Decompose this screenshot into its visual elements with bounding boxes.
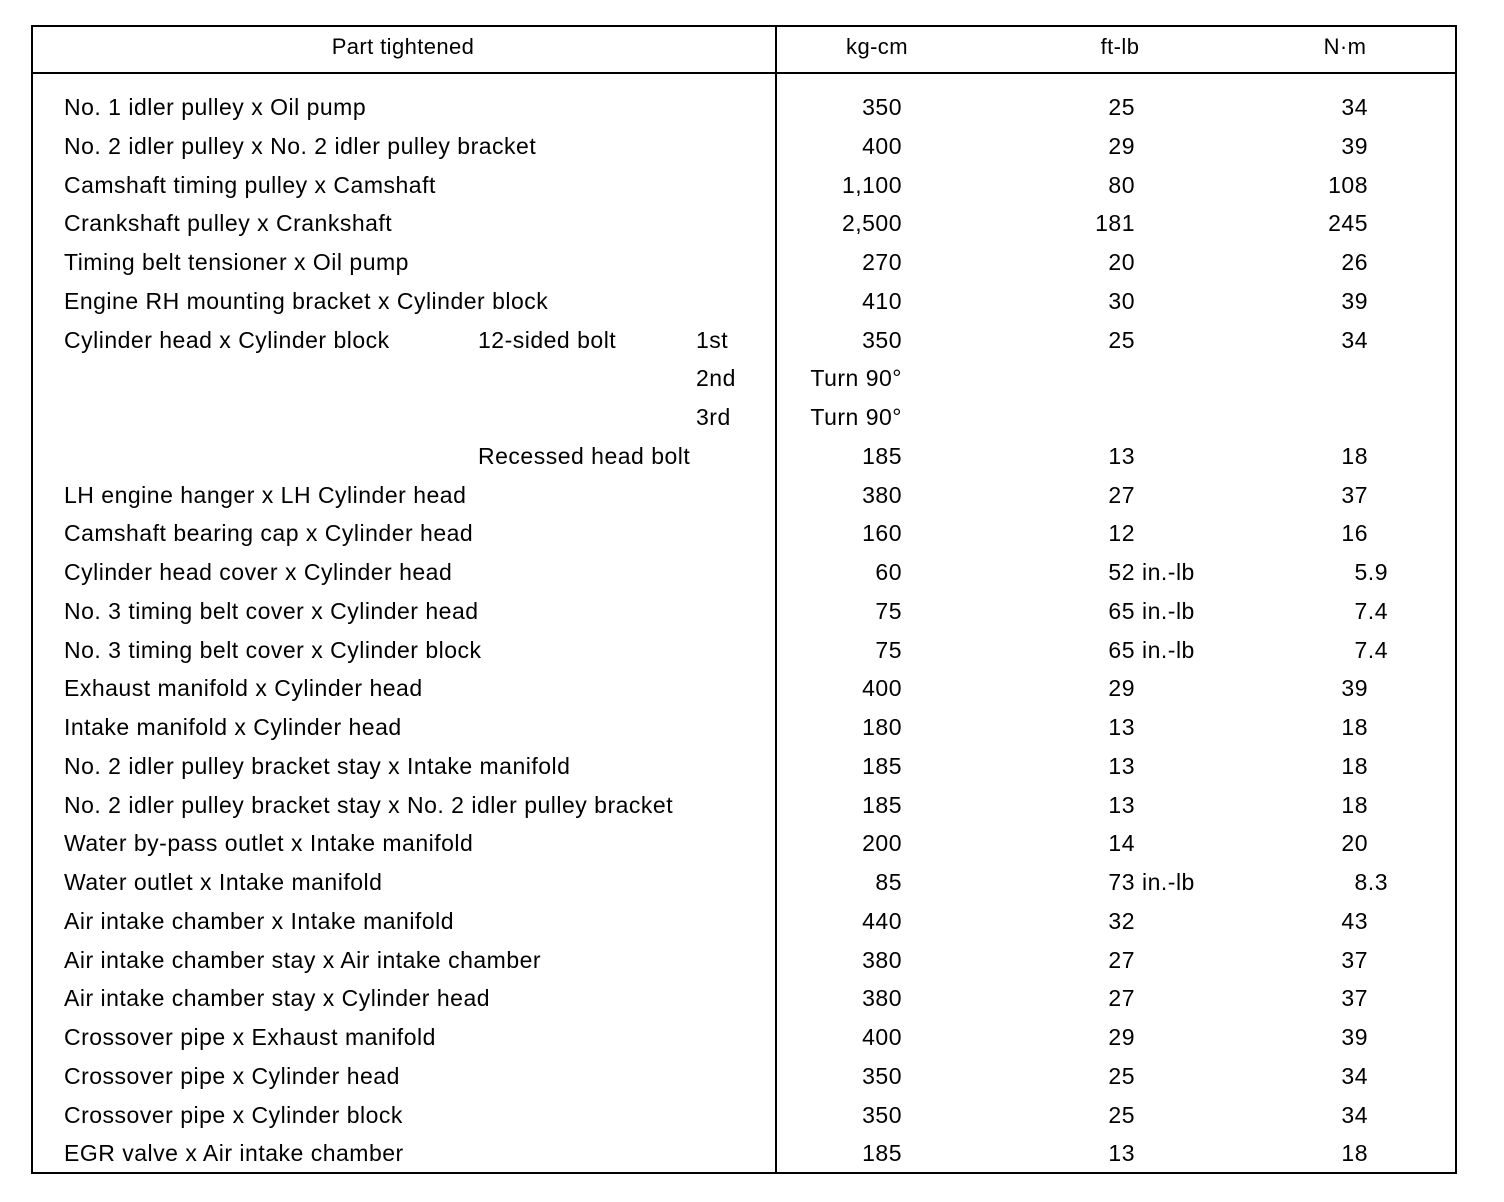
table-row: [0, 1061, 1504, 1099]
cell-nm: 18: [1341, 714, 1368, 740]
cell-kg: 380: [862, 946, 902, 973]
cell-ft: 65: [1108, 597, 1135, 624]
cell-part: Camshaft bearing cap x Cylinder head: [64, 520, 474, 547]
header-divider: [31, 72, 1457, 74]
cell-kg: 350: [862, 1062, 902, 1089]
cell-kg: 160: [862, 520, 902, 547]
cell-nm: 34: [1341, 326, 1368, 353]
cell-ft: 29: [1108, 1024, 1135, 1050]
cell-nm: 39: [1341, 1024, 1368, 1050]
cell-part: Exhaust manifold x Cylinder head: [64, 675, 423, 702]
table-row: [0, 402, 1504, 440]
cell-part: EGR valve x Air intake chamber: [64, 1140, 404, 1167]
table-row: [0, 557, 1504, 595]
cell-ft: 14: [1108, 830, 1135, 857]
cell-nm: 39: [1341, 675, 1368, 702]
table-row: [0, 170, 1504, 208]
table-row: [0, 286, 1504, 324]
cell-ft: 13: [1108, 791, 1135, 818]
cell-unit: in.-lb: [1142, 559, 1195, 585]
cell-kg: 1,100: [841, 171, 902, 198]
cell-kg: 400: [862, 1024, 902, 1050]
cell-nm: 34: [1341, 1101, 1368, 1128]
table-row: [0, 673, 1504, 711]
table-row: [0, 635, 1504, 673]
cell-part: No. 2 idler pulley bracket stay x Intake manifold: [64, 752, 571, 779]
cell-kg: 350: [862, 94, 902, 120]
cell-kg: 185: [862, 752, 902, 779]
cell-kg: 75: [875, 597, 902, 624]
cell-unit: in.-lb: [1142, 636, 1195, 663]
table-row: [0, 1138, 1504, 1176]
cell-nm: 7.4: [1354, 597, 1388, 624]
table-row: [0, 867, 1504, 905]
table-row: [0, 596, 1504, 634]
cell-part: Crossover pipe x Exhaust manifold: [64, 1024, 436, 1050]
cell-kg: Turn 90°: [810, 404, 902, 430]
cell-ft: 27: [1108, 481, 1135, 508]
cell-ft: 30: [1108, 287, 1135, 314]
cell-ft: 32: [1108, 907, 1135, 934]
table-row: [0, 363, 1504, 401]
cell-ft: 80: [1108, 171, 1135, 198]
cell-nm: 20: [1341, 830, 1368, 857]
cell-kg: 60: [875, 559, 902, 585]
table-row: [0, 131, 1504, 169]
table-row: [0, 325, 1504, 363]
cell-nm: 8.3: [1354, 869, 1388, 895]
cell-ft: 12: [1108, 520, 1135, 547]
header-kg-cm: kg-cm: [846, 34, 908, 59]
table-row: [0, 480, 1504, 518]
cell-nm: 245: [1328, 210, 1368, 237]
cell-kg: 185: [862, 791, 902, 818]
cell-part: LH engine hanger x LH Cylinder head: [64, 481, 467, 508]
cell-nm: 16: [1341, 520, 1368, 547]
cell-part: Air intake chamber stay x Cylinder head: [64, 985, 491, 1012]
cell-part: Engine RH mounting bracket x Cylinder block: [64, 287, 549, 314]
cell-part: Air intake chamber x Intake manifold: [64, 907, 455, 934]
cell-kg: 380: [862, 985, 902, 1012]
cell-kg: 185: [862, 442, 902, 469]
table-row: [0, 208, 1504, 246]
cell-step: 1st: [696, 326, 729, 353]
cell-part: No. 2 idler pulley bracket stay x No. 2 idler pulley bracket: [64, 791, 674, 818]
cell-unit: in.-lb: [1142, 869, 1195, 895]
cell-nm: 18: [1341, 791, 1368, 818]
cell-nm: 37: [1341, 985, 1368, 1012]
table-row: [0, 1022, 1504, 1060]
cell-nm: 18: [1341, 752, 1368, 779]
cell-part: No. 2 idler pulley x No. 2 idler pulley bracket: [64, 132, 537, 159]
cell-ft: 73: [1108, 869, 1135, 895]
cell-nm: 37: [1341, 946, 1368, 973]
cell-kg: 350: [862, 326, 902, 353]
cell-ft: 52: [1108, 559, 1135, 585]
cell-part: Water outlet x Intake manifold: [64, 869, 383, 895]
table-row: [0, 945, 1504, 983]
cell-ft: 13: [1108, 752, 1135, 779]
cell-kg: 180: [862, 714, 902, 740]
table-row: [0, 92, 1504, 130]
cell-nm: 43: [1341, 907, 1368, 934]
cell-part: Cylinder head cover x Cylinder head: [64, 559, 453, 585]
cell-kg: 200: [862, 830, 902, 857]
cell-ft: 27: [1108, 946, 1135, 973]
cell-unit: in.-lb: [1142, 597, 1195, 624]
cell-kg: 410: [862, 287, 902, 314]
cell-step: 3rd: [696, 404, 731, 430]
cell-part: Cylinder head x Cylinder block: [64, 326, 390, 353]
cell-part: Air intake chamber stay x Air intake chamber: [64, 946, 542, 973]
cell-nm: 7.4: [1354, 636, 1388, 663]
table-row: [0, 906, 1504, 944]
cell-bolt: 12-sided bolt: [478, 326, 617, 353]
table-row: [0, 441, 1504, 479]
cell-part: Timing belt tensioner x Oil pump: [64, 249, 409, 275]
cell-kg: 75: [875, 636, 902, 663]
cell-ft: 13: [1108, 1140, 1135, 1167]
table-row: [0, 751, 1504, 789]
cell-ft: 25: [1108, 326, 1135, 353]
cell-part: Camshaft timing pulley x Camshaft: [64, 171, 436, 198]
cell-kg: Turn 90°: [810, 365, 902, 392]
cell-kg: 400: [862, 132, 902, 159]
cell-kg: 440: [862, 907, 902, 934]
cell-kg: 400: [862, 675, 902, 702]
header-ft-lb: ft-lb: [1100, 34, 1140, 59]
cell-part: Intake manifold x Cylinder head: [64, 714, 402, 740]
cell-ft: 25: [1108, 1062, 1135, 1089]
cell-nm: 18: [1341, 1140, 1368, 1167]
cell-part: No. 1 idler pulley x Oil pump: [64, 94, 367, 120]
cell-kg: 380: [862, 481, 902, 508]
cell-nm: 18: [1341, 442, 1368, 469]
cell-nm: 37: [1341, 481, 1368, 508]
header-part-tightened: Part tightened: [331, 34, 475, 59]
cell-part: Crossover pipe x Cylinder head: [64, 1062, 400, 1089]
cell-nm: 34: [1341, 1062, 1368, 1089]
table-row: [0, 828, 1504, 866]
table-row: [0, 712, 1504, 750]
cell-ft: 13: [1108, 442, 1135, 469]
cell-ft: 25: [1108, 1101, 1135, 1128]
cell-step: 2nd: [696, 365, 736, 392]
cell-part: No. 3 timing belt cover x Cylinder block: [64, 636, 482, 663]
table-row: [0, 247, 1504, 285]
cell-kg: 85: [875, 869, 902, 895]
cell-nm: 108: [1328, 171, 1368, 198]
cell-nm: 34: [1341, 94, 1368, 120]
table-row: [0, 983, 1504, 1021]
cell-ft: 27: [1108, 985, 1135, 1012]
cell-nm: 5.9: [1354, 559, 1388, 585]
cell-nm: 26: [1341, 249, 1368, 275]
cell-ft: 25: [1108, 94, 1135, 120]
cell-nm: 39: [1341, 132, 1368, 159]
cell-part: Crankshaft pulley x Crankshaft: [64, 210, 393, 237]
cell-ft: 13: [1108, 714, 1135, 740]
cell-nm: 39: [1341, 287, 1368, 314]
cell-ft: 29: [1108, 132, 1135, 159]
table-row: [0, 518, 1504, 556]
cell-kg: 2,500: [841, 210, 902, 237]
header-n-m: N·m: [1323, 34, 1367, 59]
cell-ft: 29: [1108, 675, 1135, 702]
table-row: [0, 790, 1504, 828]
cell-part: Crossover pipe x Cylinder block: [64, 1101, 403, 1128]
cell-ft: 181: [1095, 210, 1135, 237]
cell-kg: 350: [862, 1101, 902, 1128]
cell-part: No. 3 timing belt cover x Cylinder head: [64, 597, 479, 624]
table-row: [0, 1100, 1504, 1138]
cell-kg: 185: [862, 1140, 902, 1167]
cell-ft: 20: [1108, 249, 1135, 275]
cell-part: Water by-pass outlet x Intake manifold: [64, 830, 474, 857]
cell-bolt: Recessed head bolt: [478, 442, 691, 469]
cell-ft: 65: [1108, 636, 1135, 663]
cell-kg: 270: [862, 249, 902, 275]
